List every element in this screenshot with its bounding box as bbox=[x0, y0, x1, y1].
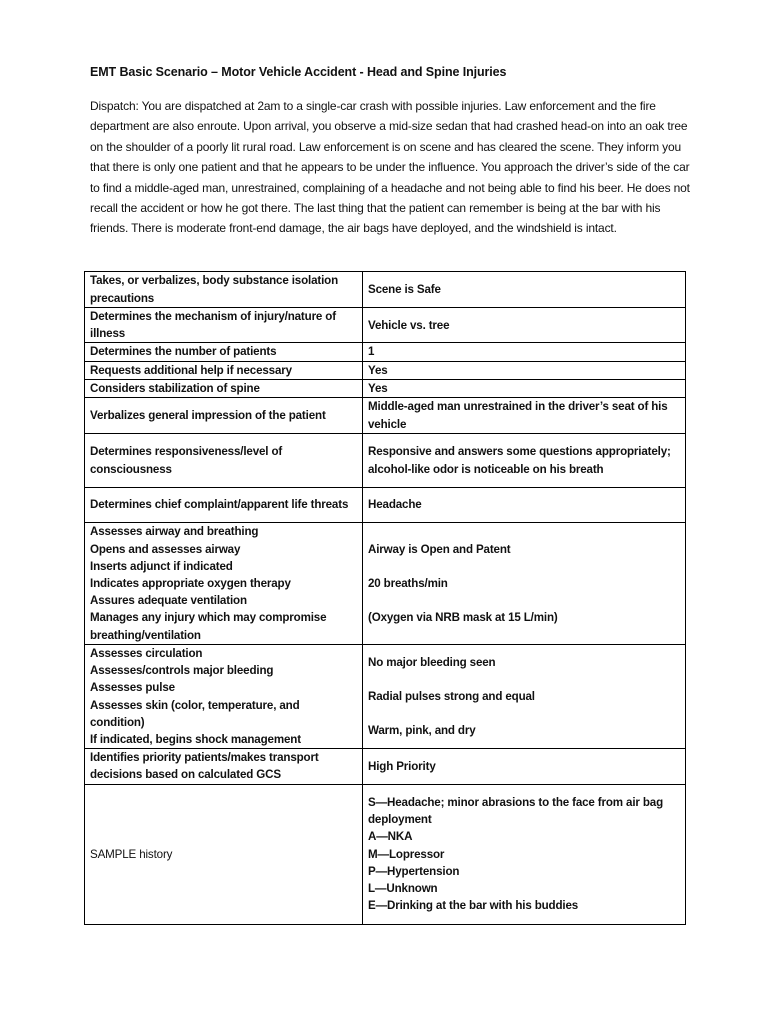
table-row bbox=[85, 523, 686, 645]
cell-line: (Oxygen via NRB mask at 15 L/min) bbox=[368, 611, 558, 625]
scenario-table bbox=[84, 271, 686, 925]
table-cell: Middle-aged man unrestrained in the driver’s seat of his vehicle bbox=[363, 398, 686, 434]
cell-line: Indicates appropriate oxygen therapy bbox=[90, 576, 291, 590]
cell-line: Assesses circulation bbox=[90, 647, 203, 661]
table-row bbox=[85, 434, 686, 488]
table-cell bbox=[363, 523, 686, 645]
table-cell: 1 bbox=[363, 343, 686, 361]
table-cell: Yes bbox=[363, 379, 686, 397]
cell-line: Radial pulses strong and equal bbox=[368, 690, 535, 704]
cell-line: P—Hypertension bbox=[368, 864, 460, 878]
table-row bbox=[85, 398, 686, 434]
table-cell: Determines the mechanism of injury/nature of illness bbox=[85, 308, 363, 343]
cell-line: Assures adequate ventilation bbox=[90, 594, 247, 608]
table-cell bbox=[85, 645, 363, 749]
cell-line: Warm, pink, and dry bbox=[368, 724, 476, 738]
table-cell: Vehicle vs. tree bbox=[363, 308, 686, 343]
table-row bbox=[85, 361, 686, 379]
cell-line: M—Lopressor bbox=[368, 847, 445, 861]
cell-line: Airway is Open and Patent bbox=[368, 542, 511, 556]
table-cell: Considers stabilization of spine bbox=[85, 379, 363, 397]
cell-line: L—Unknown bbox=[368, 881, 438, 895]
table-cell: Verbalizes general impression of the patient bbox=[85, 398, 363, 434]
cell-line: E—Drinking at the bar with his buddies bbox=[368, 899, 579, 913]
cell-line: Assesses skin (color, temperature, and condition) bbox=[90, 698, 300, 729]
cell-line: Manages any injury which may compromise breathing/ventilation bbox=[90, 611, 327, 642]
dispatch-paragraph: Dispatch: You are dispatched at 2am to a single-car crash with possible injuries. Law enforcement and the fire department are also enroute. Upon arrival, you observe a mid-size sedan that had crashed head-on into an oak tree on the shoulder of a poorly lit rural road. Law enforcement is on scene and has cleared the scene. They inform you that there is only one patient and that he appears to be under the influence. You approach the driver’s side of the car to find a middle-aged man, unrestrained, complaining of a headache and not being able to find his beer. He does not recall the accident or how he got there. The last thing that the patient can remember is being at the bar with his friends. There is moderate front-end damage, the air bags have deployed, and the windshield is intact. bbox=[90, 99, 690, 236]
table-cell bbox=[85, 523, 363, 645]
table-cell: Identifies priority patients/makes transport decisions based on calculated GCS bbox=[85, 749, 363, 784]
cell-line: S—Headache; minor abrasions to the face from air bag deployment bbox=[368, 795, 664, 827]
table-cell: Determines the number of patients bbox=[85, 343, 363, 361]
table-row bbox=[85, 784, 686, 924]
table-cell: Requests additional help if necessary bbox=[85, 361, 363, 379]
table-row bbox=[85, 272, 686, 308]
table-cell: Determines responsiveness/level of consciousness bbox=[85, 434, 363, 488]
cell-line: No major bleeding seen bbox=[368, 655, 496, 669]
table-cell: SAMPLE history bbox=[85, 784, 363, 924]
table-row bbox=[85, 379, 686, 397]
table-cell: Takes, or verbalizes, body substance isolation precautions bbox=[85, 272, 363, 308]
table-cell: Yes bbox=[363, 361, 686, 379]
table-row bbox=[85, 645, 686, 749]
table-cell: Responsive and answers some questions appropriately; alcohol-like odor is noticeable on his breath bbox=[363, 434, 686, 488]
table-cell bbox=[363, 784, 686, 924]
cell-line: Opens and assesses airway bbox=[90, 542, 241, 556]
cell-line: If indicated, begins shock management bbox=[90, 733, 301, 747]
table-row bbox=[85, 308, 686, 343]
cell-line: Assesses pulse bbox=[90, 681, 175, 695]
table-row bbox=[85, 343, 686, 361]
table-cell: Headache bbox=[363, 488, 686, 523]
cell-line: Assesses/controls major bleeding bbox=[90, 664, 274, 678]
cell-line: Assesses airway and breathing bbox=[90, 525, 259, 539]
table-row bbox=[85, 488, 686, 523]
cell-line: A—NKA bbox=[368, 830, 413, 844]
cell-line: 20 breaths/min bbox=[368, 576, 448, 590]
table-cell: Scene is Safe bbox=[363, 272, 686, 308]
table-cell bbox=[363, 645, 686, 749]
document-title: EMT Basic Scenario – Motor Vehicle Accident - Head and Spine Injuries bbox=[90, 65, 507, 79]
table-row bbox=[85, 749, 686, 784]
table-cell: High Priority bbox=[363, 749, 686, 784]
cell-line: Inserts adjunct if indicated bbox=[90, 559, 233, 573]
table-cell: Determines chief complaint/apparent life threats bbox=[85, 488, 363, 523]
